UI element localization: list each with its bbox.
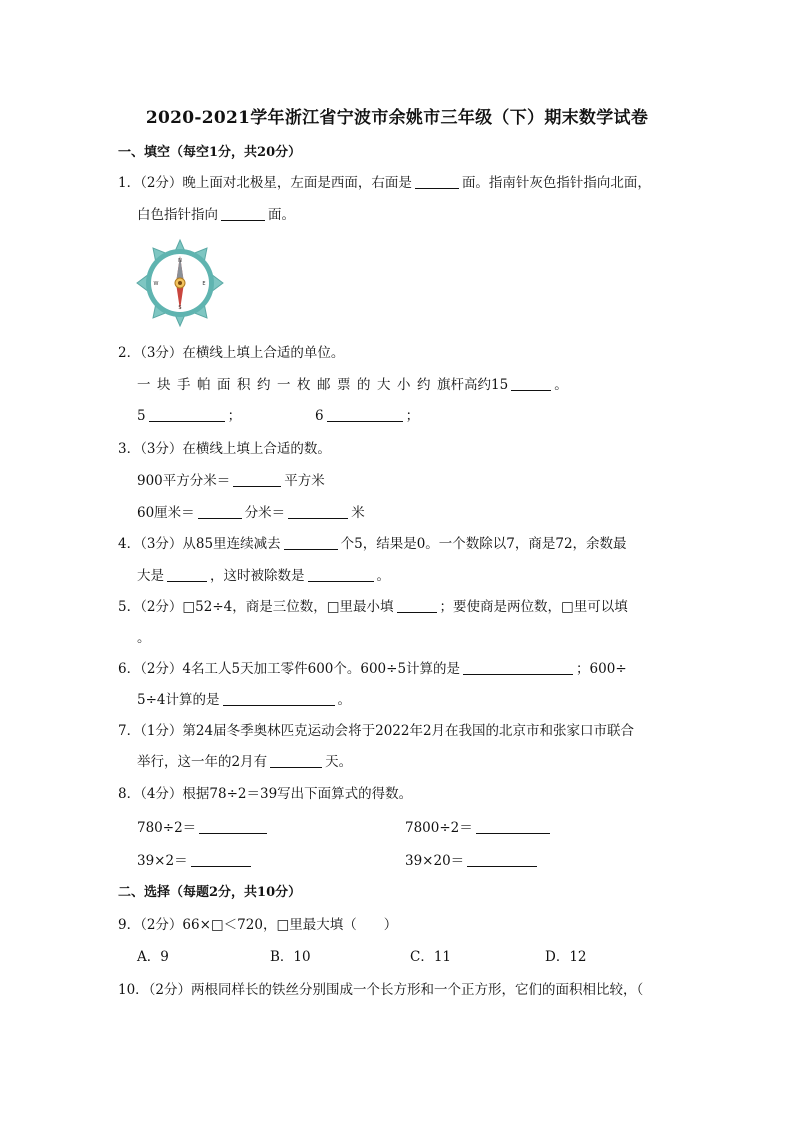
- answer-blank: [270, 753, 322, 768]
- question-3-text-b: 900平方分米＝: [137, 473, 231, 489]
- question-8-item-3: [137, 851, 254, 871]
- answer-blank: [415, 174, 459, 189]
- question-9-option-d: D．12: [545, 949, 587, 965]
- question-8-item-2: [405, 818, 553, 838]
- question-3-text-f: 米: [351, 505, 365, 521]
- page-title: 2020-2021学年浙江省宁波市余姚市三年级（下）期末数学试卷: [145, 108, 649, 128]
- question-5-line-2: 。: [137, 630, 151, 646]
- answer-blank: [167, 567, 207, 582]
- question-3-text-d: 60厘米＝: [137, 505, 195, 521]
- answer-blank: [223, 691, 335, 706]
- question-10-stem: 10．（2分）两根同样长的铁丝分别围成一个长方形和一个正方形，它们的面积相比较，（: [118, 982, 644, 998]
- question-9-stem: 9．（2分）66×□＜720，□里最大填（ ）: [118, 917, 398, 933]
- question-3-stem: 3．（3分）在横线上填上合适的数。: [118, 441, 331, 457]
- question-8-item-1: [137, 818, 270, 838]
- compass-label-n: N: [178, 258, 182, 264]
- question-4-text-c: 大是: [137, 568, 164, 584]
- answer-blank: [463, 660, 573, 675]
- question-7-text-b: 举行，这一年的2月有: [137, 754, 268, 770]
- question-2-text-d: 。: [554, 377, 568, 393]
- question-1-line-1: [118, 173, 651, 193]
- question-8-text-d: 39×2＝: [137, 853, 188, 869]
- question-2-stem: 2．（3分）在横线上填上合适的单位。: [118, 345, 345, 361]
- question-4-text-d: ，这时被除数是: [210, 568, 305, 584]
- question-6-text-a: 6．（2分）4名工人5天加工零件600个。600÷5计算的是: [118, 661, 461, 677]
- question-4-text-e: 。: [376, 568, 390, 584]
- question-7-line-2: [137, 752, 352, 772]
- question-2-text-e: 5: [137, 408, 146, 424]
- question-7-line-1: 7．（1分）第24届冬季奥林匹克运动会将于2022年2月在我国的北京市和张家口市联合: [118, 723, 635, 739]
- question-6-text-d: 。: [337, 692, 351, 708]
- question-2-text-f: ；: [227, 408, 242, 424]
- section-heading-choice: 二、选择（每题2分，共10分）: [118, 885, 302, 900]
- question-2-text-g: 6: [315, 408, 324, 424]
- question-4-text-b: 个5，结果是0。一个数除以7，商是72，余数最: [340, 536, 627, 552]
- answer-blank: [327, 407, 403, 422]
- answer-blank: [467, 852, 537, 867]
- answer-blank: [288, 504, 348, 519]
- answer-blank: [397, 598, 437, 613]
- question-6-text-c: 5÷4计算的是: [137, 692, 220, 708]
- question-5-text-a: 5．（2分）□52÷4，商是三位数，□里最小填: [118, 599, 394, 615]
- question-9-option-b: B．10: [270, 949, 311, 965]
- answer-blank: [284, 535, 338, 550]
- answer-blank: [511, 376, 551, 391]
- question-8-text-c: 7800÷2＝: [405, 820, 473, 836]
- question-2-text-b: 一块手帕面积约一枚邮票的大小约: [137, 377, 437, 393]
- question-8-stem: 8．（4分）根据78÷2＝39写出下面算式的得数。: [118, 786, 413, 802]
- question-2-text-h: ；: [405, 408, 420, 424]
- question-8-item-4: [405, 851, 540, 871]
- question-1-text-b: 面。指南针灰色指针指向北面，: [461, 175, 651, 191]
- question-3-line-2: [137, 471, 325, 491]
- answer-blank: [191, 852, 251, 867]
- question-2-line-2: [137, 375, 568, 395]
- question-7-text-c: 天。: [325, 754, 353, 770]
- answer-blank: [149, 407, 225, 422]
- question-9-option-a: A．9: [137, 949, 169, 965]
- compass-image: [135, 238, 225, 328]
- compass-label-e: E: [202, 281, 206, 287]
- compass-label-w: W: [153, 281, 159, 287]
- answer-blank: [308, 567, 374, 582]
- question-4-line-1: [118, 534, 627, 554]
- answer-blank: [233, 472, 281, 487]
- question-5-line-1: [118, 597, 628, 617]
- question-2-line-3b: [315, 406, 419, 426]
- question-6-text-b: ；600÷: [576, 661, 627, 677]
- answer-blank: [199, 819, 267, 834]
- compass-label-s: S: [178, 305, 182, 311]
- question-5-text-b: ；要使商是两位数，□里可以填: [439, 599, 628, 615]
- question-3-line-3: [137, 503, 365, 523]
- question-3-text-c: 平方米: [284, 473, 325, 489]
- answer-blank: [198, 504, 242, 519]
- question-6-line-1: [118, 659, 627, 679]
- question-2-text-c: 旗杆高约15: [437, 377, 509, 393]
- question-4-text-a: 4．（3分）从85里连续减去: [118, 536, 281, 552]
- question-3-text-e: 分米＝: [244, 505, 286, 521]
- question-1-text-d: 面。: [268, 207, 295, 223]
- section-heading-fill-blank: 一、填空（每空1分，共20分）: [118, 145, 302, 160]
- question-1-text-a: 1．（2分）晚上面对北极星，左面是西面，右面是: [118, 175, 412, 191]
- question-9-option-c: C．11: [410, 949, 452, 965]
- answer-blank: [476, 819, 550, 834]
- answer-blank: [221, 206, 265, 221]
- compass-icon: [137, 240, 223, 326]
- question-1-text-c: 白色指针指向: [137, 207, 218, 223]
- question-1-line-2: [137, 205, 295, 225]
- question-8-text-e: 39×20＝: [405, 853, 465, 869]
- question-6-line-2: [137, 690, 351, 710]
- question-8-text-b: 780÷2＝: [137, 820, 197, 836]
- question-2-line-3: [137, 406, 241, 426]
- question-4-line-2: [137, 566, 390, 586]
